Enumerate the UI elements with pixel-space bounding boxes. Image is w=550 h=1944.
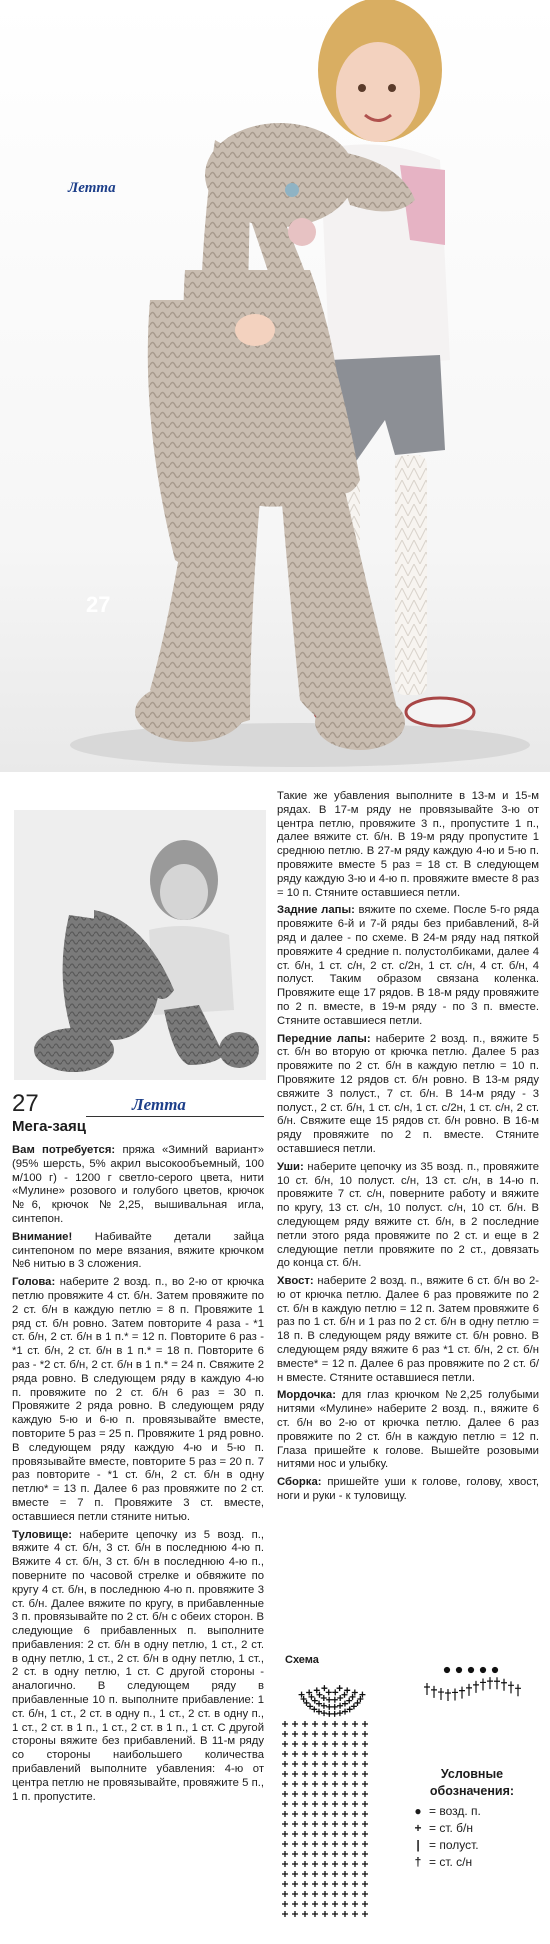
scheme-stitch-mark — [282, 1851, 288, 1857]
scheme-stitch-mark — [508, 1681, 514, 1693]
scheme-stitch-mark — [282, 1791, 288, 1797]
scheme-stitch-mark — [452, 1688, 458, 1700]
scheme-stitch-mark — [352, 1911, 358, 1917]
scheme-stitch-mark — [282, 1841, 288, 1847]
double-crochet-icon: † — [414, 1855, 422, 1869]
scheme-stitch-mark — [302, 1721, 308, 1727]
scheme-stitch-mark — [362, 1841, 368, 1847]
scheme-stitch-mark — [342, 1821, 348, 1827]
scheme-stitch-mark — [342, 1811, 348, 1817]
scheme-stitch-mark — [322, 1771, 328, 1777]
paragraph-ears: Уши: наберите цепочку из 35 возд. п., провяжите 10 ст. б/н, 10 полуст. с/н, 13 ст. с/н, в 14-ю п. провяжите 7 ст. с/н, поверните работу и вяжите по кругу, 13 ст. с/н, 10 полуст. с/н, 10 ст. б/н. В следующем ряду вяжите ст. б/н, в 2 последние петли этого ряда провяжите по 2 ст. и еще в 2 следующие петли провяжите по 2 ст., довязать до конца ст. б/н. — [277, 1160, 539, 1270]
scheme-stitch-mark — [362, 1881, 368, 1887]
chain-stitch-icon: ● — [414, 1804, 422, 1818]
scheme-stitch-mark — [292, 1891, 298, 1897]
scheme-chain-mark — [457, 1668, 462, 1673]
paragraph-materials: Вам потребуется: пряжа «Зимний вариант» (95% шерсть, 5% акрил высокообъемный, 100 м/100 г) - 1200 г светло-серого цвета, нити «Мулине» розового и голубого цветов, крючок №6, крючок №2,25, вышивальная игла, синтепон. — [12, 1144, 264, 1225]
scheme-stitch-mark — [292, 1901, 298, 1907]
scheme-stitch-mark — [332, 1771, 338, 1777]
scheme-stitch-mark — [302, 1731, 308, 1737]
scheme-stitch-mark — [342, 1911, 348, 1917]
scheme-stitch-mark — [312, 1781, 318, 1787]
scheme-stitch-mark — [312, 1741, 318, 1747]
paragraph-attention: Внимание! Набивайте детали зайца синтепоном по мере вязания, вяжите крючком №6 нитью в 3 сложения. — [12, 1230, 264, 1271]
paragraph-hind-legs: Задние лапы: вяжите по схеме. После 5-го ряда провяжите 6-й и 7-й ряды без прибавлений, 8-й ряд и далее - по схеме. В 24-м ряду над пяткой провяжите 4 средние п. полустолбиками, далее 4 ст. б/н, 1 ст. с/н, 2 ст. с/2н, 1 ст. с/н, 4 ст. б/н, 4 полуст. Таким образом связана коленка. Провяжите еще 17 рядов. В 18-м ряду провяжите по 2 п. вместе, в 19-м ряду - по 3 п. вместе. Стяните оставшиеся петли. — [277, 904, 539, 1027]
scheme-stitch-mark — [332, 1851, 338, 1857]
scheme-stitch-mark — [322, 1911, 328, 1917]
scheme-stitch-mark — [352, 1821, 358, 1827]
scheme-stitch-mark — [346, 1698, 352, 1704]
scheme-stitch-mark — [342, 1891, 348, 1897]
scheme-stitch-mark — [282, 1721, 288, 1727]
photo-illustration — [0, 0, 550, 772]
scheme-stitch-mark — [326, 1711, 332, 1717]
scheme-stitch-mark — [282, 1761, 288, 1767]
scheme-stitch-mark — [282, 1731, 288, 1737]
scheme-stitch-mark — [362, 1911, 368, 1917]
girl-face — [336, 42, 420, 142]
scheme-stitch-mark — [322, 1891, 328, 1897]
scheme-stitch-mark — [302, 1891, 308, 1897]
article-title: Мега-заяц — [12, 1118, 86, 1135]
scheme-stitch-mark — [282, 1741, 288, 1747]
legend-title: Условные обозначения: — [429, 1767, 515, 1798]
scheme-stitch-mark — [282, 1861, 288, 1867]
scheme-stitch-mark — [332, 1761, 338, 1767]
scheme-stitch-mark — [332, 1801, 338, 1807]
scheme-stitch-mark — [362, 1851, 368, 1857]
scheme-stitch-mark — [292, 1911, 298, 1917]
scheme-stitch-mark — [322, 1781, 328, 1787]
article — [0, 772, 550, 1944]
scheme-stitch-mark — [312, 1871, 318, 1877]
scheme-stitch-mark — [352, 1741, 358, 1747]
scheme-stitch-mark — [302, 1841, 308, 1847]
scheme-stitch-mark — [438, 1688, 444, 1700]
paragraph-assembly: Сборка: пришейте уши к голове, голову, хвост, ноги и руки - к туловищу. — [277, 1476, 540, 1503]
scheme-stitch-mark — [282, 1891, 288, 1897]
scheme-stitch-mark — [292, 1751, 298, 1757]
scheme-stitch-mark — [352, 1761, 358, 1767]
paragraph-head: Голова: наберите 2 возд. п., во 2-ю от крючка петлю провяжите 4 ст. б/н. Затем провяжите по 2 ст. б/н в каждую петлю = 8 п. Провяжите 1 ряд ст. б/н ровно. Затем повторите 4 раза - *1 ст. б/н, 2 ст. б/н в 1 п.* = 12 п. Повторите 6 раз - *1 ст. б/н, 2 ст. б/н в 1 п.* = 18 п. Повторите 6 раз - *2 ст. б/н, 2 ст. б/н в 1 п.* = 24 п. Свяжите 2 ряда ровно. В следующем ряду в каждую 4-ю п. провяжите по 2 ст. б/н 6 раз = 30 п. Провяжите 2 ряда ровно. В следующем ряду каждую 5-ю и 6-ю п. провязывайте вместе, повторите 5 раз = 25 п. Провяжите 1 ряд ровно. В следующем ряду каждую 4-ю и 5-ю п. провязывайте вместе, повторите 5 раз = 20 п. 7 раз повторите - *1 ст. б/н, 2 ст. б/н в одну петлю* = 13 п. Далее 6 раз провяжите по 2 ст. вместе = 7 п. Провяжите 3 ст. вместе, оставшиеся петли стяните нитью. — [12, 1276, 264, 1523]
scheme-stitch-mark — [322, 1871, 328, 1877]
scheme-stitch-mark — [424, 1683, 430, 1695]
scheme-stitch-mark — [312, 1861, 318, 1867]
crochet-scheme — [277, 1654, 539, 1939]
scheme-stitch-mark — [342, 1761, 348, 1767]
scheme-stitch-mark — [322, 1811, 328, 1817]
scheme-stitch-mark — [322, 1721, 328, 1727]
article-photo-illustration — [14, 810, 266, 1080]
scheme-stitch-mark — [292, 1781, 298, 1787]
scheme-stitch-mark — [312, 1761, 318, 1767]
scheme-stitch-mark — [292, 1831, 298, 1837]
scheme-stitch-mark — [332, 1791, 338, 1797]
scheme-stitch-mark — [322, 1831, 328, 1837]
scheme-stitch-mark — [352, 1851, 358, 1857]
scheme-stitch-mark — [362, 1801, 368, 1807]
scheme-title: Схема — [285, 1654, 319, 1666]
scheme-stitch-mark — [362, 1811, 368, 1817]
scheme-stitch-mark — [292, 1821, 298, 1827]
paragraph-front-legs: Передние лапы: наберите 2 возд. п., вяжите 5 ст. б/н во вторую от крючка петлю. Далее 5 раз провяжите по 2 ст. б/н в каждую петлю = 10 п. Провяжите 12 рядов ст. б/н ровно. В 13-м ряду свяжите 3 полуст., 7 ст. б/н. В 14-м ряду - 3 полуст., 2 ст. б/н, 1 ст. с/н, 1 ст. с/2н, 1 ст. с/н, 2 ст. б/н. Свяжите еще 15 рядов ст. б/н ровно. В 16-м ряду провяжите по 2 п. вместе. Стяните оставшиеся петли. — [277, 1032, 540, 1155]
scheme-stitch-mark — [304, 1700, 310, 1706]
scheme-stitch-mark — [312, 1851, 318, 1857]
scheme-stitch-mark — [352, 1901, 358, 1907]
scheme-stitch-mark — [362, 1751, 368, 1757]
photo-number: 27 — [86, 592, 111, 617]
scheme-stitch-mark — [342, 1901, 348, 1907]
scheme-stitch-mark — [322, 1741, 328, 1747]
scheme-stitch-mark — [312, 1698, 318, 1704]
scheme-stitch-mark — [342, 1731, 348, 1737]
paragraph-tail: Хвост: наберите 2 возд. п., вяжите 6 ст. б/н во 2-ю от крючка петлю. Далее 6 раз провяжите по 2 ст. б/н в каждую петлю = 12 п. Затем провяжите 6 раз по 1 ст. б/н и 1 раз по 2 ст. б/н в одну петлю = 18 п. В следующем ряду вяжите ст. б/н ровно. В следующем ряду вяжите 6 раз *1 ст. б/н, 2 ст. б/н вместе* = 12 п. Далее 6 раз провяжите по 2 ст. б/н вместе. Стяните оставшиеся петли. — [277, 1275, 540, 1384]
scheme-stitch-mark — [362, 1731, 368, 1737]
scheme-stitch-mark — [342, 1721, 348, 1727]
single-crochet-icon: + — [414, 1821, 422, 1835]
scheme-stitch-mark — [362, 1791, 368, 1797]
scheme-stitch-mark — [332, 1871, 338, 1877]
scheme-stitch-mark — [292, 1791, 298, 1797]
scheme-stitch-mark — [302, 1821, 308, 1827]
scheme-stitch-mark — [362, 1891, 368, 1897]
scheme-stitch-mark — [302, 1741, 308, 1747]
scheme-stitch-mark — [312, 1811, 318, 1817]
scheme-stitch-mark — [292, 1881, 298, 1887]
scheme-stitch-mark — [352, 1721, 358, 1727]
scheme-stitch-mark — [494, 1677, 500, 1689]
scheme-stitch-mark — [352, 1861, 358, 1867]
scheme-stitch-mark — [332, 1901, 338, 1907]
scheme-stitch-mark — [302, 1791, 308, 1797]
scheme-stitch-mark — [292, 1761, 298, 1767]
scheme-stitch-mark — [352, 1791, 358, 1797]
scheme-stitch-mark — [342, 1771, 348, 1777]
scheme-stitch-mark — [312, 1751, 318, 1757]
scheme-stitch-mark — [322, 1731, 328, 1737]
scheme-stitch-mark — [332, 1821, 338, 1827]
scheme-stitch-mark — [292, 1841, 298, 1847]
scheme-stitch-mark — [302, 1751, 308, 1757]
scheme-stitch-mark — [292, 1851, 298, 1857]
scheme-stitch-mark — [282, 1881, 288, 1887]
bunny-leg-right — [280, 470, 400, 731]
scheme-stitch-mark — [282, 1821, 288, 1827]
scheme-stitch-mark — [342, 1831, 348, 1837]
scheme-stitch-mark — [302, 1871, 308, 1877]
scheme-stitch-mark — [312, 1841, 318, 1847]
scheme-stitch-mark — [332, 1721, 338, 1727]
scheme-stitch-mark — [302, 1881, 308, 1887]
scheme-stitch-mark — [473, 1681, 479, 1693]
scheme-stitch-mark — [332, 1689, 338, 1695]
scheme-stitch-mark — [332, 1891, 338, 1897]
scheme-stitch-mark — [362, 1901, 368, 1907]
scheme-stitch-mark — [302, 1851, 308, 1857]
scheme-stitch-mark — [321, 1685, 327, 1691]
scheme-stitch-mark — [292, 1771, 298, 1777]
scheme-stitch-mark — [332, 1781, 338, 1787]
scheme-stitch-mark — [332, 1881, 338, 1887]
paragraph-body-continued: Такие же убавления выполните в 13-м и 15-м рядах. В 17-м ряду не провязывайте 3-ю от центра петлю, провяжите 3 п., пропустите 1 п., далее вяжите ст. б/н. В 19-м ряду пропустите 1 среднюю петлю. В 27-м ряду каждую 4-ю и 5-ю п. провяжите вместе 5 раз = 18 ст. В следующем ряду каждую 3-ю и 4-ю п. провяжите вместе 8 раз = 10 п. Стяните оставшиеся петли. — [277, 790, 539, 899]
scheme-stitch-mark — [312, 1831, 318, 1837]
scheme-stitch-mark — [326, 1689, 332, 1695]
scheme-stitch-mark — [342, 1841, 348, 1847]
scheme-stitch-mark — [354, 1700, 360, 1706]
scheme-stitch-mark — [362, 1721, 368, 1727]
scheme-stitch-mark — [322, 1901, 328, 1907]
scheme-stitch-mark — [302, 1911, 308, 1917]
scheme-stitch-mark — [342, 1741, 348, 1747]
scheme-stitch-mark — [312, 1881, 318, 1887]
scheme-stitch-mark — [332, 1741, 338, 1747]
scheme-stitch-mark — [292, 1741, 298, 1747]
scheme-stitch-mark — [332, 1861, 338, 1867]
scheme-stitch-mark — [282, 1871, 288, 1877]
scheme-stitch-mark — [312, 1731, 318, 1737]
scheme-stitch-mark — [292, 1721, 298, 1727]
scheme-stitch-mark — [342, 1861, 348, 1867]
scheme-stitch-mark — [302, 1801, 308, 1807]
scheme-stitch-mark — [332, 1751, 338, 1757]
article-photo — [14, 810, 266, 1080]
photo-brand-logo: Летта — [68, 180, 116, 196]
scheme-stitch-mark — [342, 1851, 348, 1857]
scheme-stitch-mark — [332, 1841, 338, 1847]
half-double-crochet-icon: | — [416, 1838, 420, 1852]
scheme-stitch-mark — [322, 1751, 328, 1757]
scheme-legend — [407, 1766, 537, 1871]
scheme-stitch-mark — [292, 1871, 298, 1877]
brand-divider — [86, 1116, 264, 1117]
scheme-stitch-mark — [302, 1861, 308, 1867]
scheme-stitch-mark — [352, 1811, 358, 1817]
scheme-stitch-mark — [352, 1751, 358, 1757]
scheme-stitch-mark — [362, 1871, 368, 1877]
scheme-stitch-mark — [302, 1901, 308, 1907]
scheme-stitch-mark — [282, 1781, 288, 1787]
scheme-stitch-mark — [292, 1801, 298, 1807]
scheme-stitch-mark — [362, 1741, 368, 1747]
scheme-stitch-mark — [352, 1781, 358, 1787]
scheme-stitch-mark — [431, 1686, 437, 1698]
scheme-stitch-mark — [282, 1801, 288, 1807]
legend-row-sc: + = ст. б/н — [407, 1820, 537, 1837]
scheme-stitch-mark — [480, 1678, 486, 1690]
scheme-stitch-mark — [352, 1841, 358, 1847]
scheme-stitch-mark — [332, 1911, 338, 1917]
scheme-stitch-mark — [312, 1901, 318, 1907]
scheme-stitch-mark — [362, 1781, 368, 1787]
article-column-left — [12, 1144, 264, 1808]
scheme-stitch-mark — [282, 1831, 288, 1837]
scheme-stitch-mark — [282, 1811, 288, 1817]
legend-row-hdc: | = полуст. — [407, 1837, 537, 1854]
scheme-stitch-mark — [352, 1731, 358, 1737]
scheme-stitch-mark — [332, 1704, 338, 1710]
scheme-stitch-mark — [322, 1821, 328, 1827]
article-brand-logo: Летта — [132, 1095, 186, 1114]
scheme-stitch-mark — [322, 1791, 328, 1797]
scheme-stitch-mark — [362, 1761, 368, 1767]
scheme-stitch-mark — [312, 1891, 318, 1897]
scheme-chain-mark — [493, 1668, 498, 1673]
scheme-stitch-mark — [292, 1861, 298, 1867]
scheme-stitch-mark — [332, 1831, 338, 1837]
scheme-stitch-mark — [282, 1771, 288, 1777]
scheme-stitch-mark — [459, 1687, 465, 1699]
scheme-stitch-mark — [362, 1831, 368, 1837]
legend-row-dc: † = ст. с/н — [407, 1854, 537, 1871]
scheme-stitch-mark — [487, 1677, 493, 1689]
scheme-stitch-mark — [282, 1901, 288, 1907]
scheme-stitch-mark — [342, 1751, 348, 1757]
scheme-stitch-mark — [466, 1684, 472, 1696]
scheme-stitch-mark — [332, 1731, 338, 1737]
scheme-stitch-mark — [312, 1911, 318, 1917]
legend-row-chain: ● = возд. п. — [407, 1803, 537, 1820]
paragraph-body: Туловище: наберите цепочку из 5 возд. п., вяжите 4 ст. б/н, 3 ст. б/н в последнюю 4-ю п. Вяжите 4 ст. б/н, 3 ст. б/н в последнюю 4-ю п., поверните по часовой стрелке и обвяжите по кругу 4 ст. б/н, в последнюю 4-ю п. провяжите 3 ст. б/н. Далее вяжите по кругу, в прибавленные 3 п. провязывайте по 2 ст. б/н с обеих сторон. В следующие 6 прибавленных п. выполните прибавления: 2 ст. б/н в одну петлю, 1 ст., 2 ст. в одну петлю, 1 ст., 2 ст. б/н в одну петлю, 1 ст., 2 ст. в одну петлю, 1 ст. С другой стороны - аналогично. В следующем ряду в прибавленные 10 п. выполните прибавление: 1 ст. б/н, 1 ст., 2 ст. в одну п., 1 ст., 2 ст. в одну п., 1 ст., 2 ст. в 1 п., 1 ст., 2 ст. в 1 п., 1 ст. С другой стороны вяжите без прибавлений. В 11-м ряду со стороны наибольшего количества прибавлений выполните убавления: 4-ю от центра петлю не провязывайте, провяжите 5 п., 1 п. пропустите. — [12, 1528, 264, 1803]
scheme-stitch-mark — [332, 1811, 338, 1817]
scheme-stitch-mark — [322, 1801, 328, 1807]
scheme-stitch-mark — [342, 1801, 348, 1807]
scheme-stitch-mark — [352, 1871, 358, 1877]
scheme-stitch-mark — [322, 1851, 328, 1857]
scheme-stitch-mark — [332, 1697, 338, 1703]
scheme-stitch-mark — [321, 1695, 327, 1701]
scheme-stitch-mark — [312, 1801, 318, 1807]
scheme-stitch-mark — [342, 1881, 348, 1887]
scheme-stitch-mark — [307, 1703, 313, 1709]
scheme-chain-mark — [481, 1668, 486, 1673]
scheme-stitch-mark — [282, 1751, 288, 1757]
scheme-stitch-mark — [302, 1761, 308, 1767]
scheme-stitch-mark — [322, 1761, 328, 1767]
scheme-stitch-mark — [445, 1689, 451, 1701]
scheme-stitch-mark — [515, 1684, 521, 1696]
scheme-stitch-mark — [501, 1679, 507, 1691]
scheme-stitch-mark — [342, 1791, 348, 1797]
scheme-stitch-mark — [312, 1821, 318, 1827]
scheme-stitch-mark — [302, 1831, 308, 1837]
scheme-stitch-mark — [342, 1871, 348, 1877]
scheme-stitch-mark — [362, 1771, 368, 1777]
bunny-head — [205, 123, 355, 227]
scheme-stitch-mark — [322, 1861, 328, 1867]
paragraph-muzzle: Мордочка: для глаз крючком №2,25 голубыми нитями «Мулине» наберите 2 возд. п., вяжите 6 ст. б/н во 2-ю от крючка петлю. Далее 6 раз провяжите по 2 ст. б/н в каждую петлю = 12 п. Глаза пришейте к голове. Вышейте розовыми нитями нос и улыбку. — [277, 1389, 540, 1471]
scheme-stitch-mark — [337, 1695, 343, 1701]
scheme-chain-mark — [469, 1668, 474, 1673]
scheme-stitch-mark — [322, 1881, 328, 1887]
scheme-stitch-mark — [312, 1771, 318, 1777]
scheme-stitch-mark — [322, 1841, 328, 1847]
scheme-stitch-mark — [337, 1685, 343, 1691]
scheme-stitch-mark — [302, 1811, 308, 1817]
article-column-right — [277, 790, 539, 1508]
scheme-stitch-mark — [302, 1771, 308, 1777]
scheme-stitch-mark — [351, 1703, 357, 1709]
scheme-stitch-mark — [292, 1811, 298, 1817]
hero-photo — [0, 0, 550, 772]
scheme-stitch-mark — [352, 1801, 358, 1807]
scheme-stitch-mark — [326, 1704, 332, 1710]
scheme-stitch-mark — [352, 1881, 358, 1887]
scheme-stitch-mark — [362, 1821, 368, 1827]
scheme-stitch-mark — [352, 1891, 358, 1897]
article-number: 27 — [12, 1090, 39, 1117]
scheme-stitch-mark — [312, 1791, 318, 1797]
scheme-stitch-mark — [362, 1861, 368, 1867]
scheme-chain-mark — [445, 1668, 450, 1673]
scheme-stitch-mark — [342, 1781, 348, 1787]
scheme-stitch-mark — [282, 1911, 288, 1917]
scheme-stitch-mark — [332, 1711, 338, 1717]
scheme-stitch-mark — [312, 1721, 318, 1727]
scheme-stitch-mark — [326, 1697, 332, 1703]
scheme-stitch-mark — [302, 1781, 308, 1787]
scheme-stitch-mark — [292, 1731, 298, 1737]
scheme-stitch-mark — [352, 1831, 358, 1837]
scheme-stitch-mark — [352, 1771, 358, 1777]
